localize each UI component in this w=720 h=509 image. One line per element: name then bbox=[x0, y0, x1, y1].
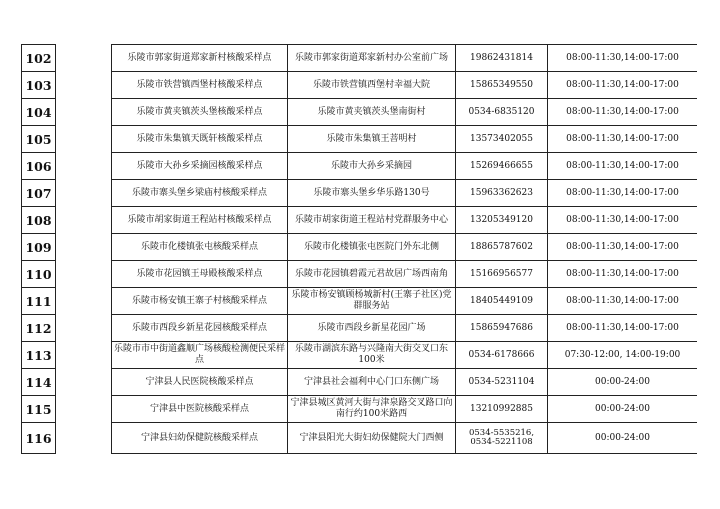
address-cell: 乐陵市化楼镇张屯医院门外东北侧 bbox=[288, 234, 456, 261]
phone-cell: 19862431814 bbox=[456, 45, 548, 72]
hours-cell: 08:00-11:30,14:00-17:00 bbox=[548, 126, 698, 153]
row-number-cell: 102 bbox=[22, 45, 56, 72]
row-number-cell: 116 bbox=[22, 423, 56, 454]
table-row bbox=[22, 126, 698, 153]
table-row bbox=[22, 207, 698, 234]
table-row bbox=[22, 342, 698, 369]
hours-cell: 08:00-11:30,14:00-17:00 bbox=[548, 180, 698, 207]
hours-cell: 00:00-24:00 bbox=[548, 369, 698, 396]
row-number-cell: 106 bbox=[22, 153, 56, 180]
blank-cell bbox=[56, 234, 112, 261]
blank-cell bbox=[56, 315, 112, 342]
hours-cell: 08:00-11:30,14:00-17:00 bbox=[548, 261, 698, 288]
phone-cell: 15865349550 bbox=[456, 72, 548, 99]
site-name-cell: 乐陵市西段乡新星花园核酸采样点 bbox=[112, 315, 288, 342]
site-name-cell: 乐陵市花园镇王母殿核酸采样点 bbox=[112, 261, 288, 288]
table-row bbox=[22, 423, 698, 454]
row-number-cell: 108 bbox=[22, 207, 56, 234]
site-name-cell: 乐陵市化楼镇张屯核酸采样点 bbox=[112, 234, 288, 261]
blank-cell bbox=[56, 180, 112, 207]
table-row bbox=[22, 288, 698, 315]
row-number-cell: 105 bbox=[22, 126, 56, 153]
site-name-cell: 宁津县妇幼保健院核酸采样点 bbox=[112, 423, 288, 454]
row-number-cell: 115 bbox=[22, 396, 56, 423]
table-row bbox=[22, 72, 698, 99]
address-cell: 乐陵市朱集镇王菩明村 bbox=[288, 126, 456, 153]
site-name-cell: 乐陵市寨头堡乡梁庙村核酸采样点 bbox=[112, 180, 288, 207]
phone-cell: 15166956577 bbox=[456, 261, 548, 288]
row-number-cell: 107 bbox=[22, 180, 56, 207]
row-number-cell: 103 bbox=[22, 72, 56, 99]
phone-cell: 13210992885 bbox=[456, 396, 548, 423]
phone-cell: 0534-6835120 bbox=[456, 99, 548, 126]
hours-cell: 08:00-11:30,14:00-17:00 bbox=[548, 72, 698, 99]
row-number-cell: 113 bbox=[22, 342, 56, 369]
blank-cell bbox=[56, 342, 112, 369]
table-row bbox=[22, 99, 698, 126]
hours-cell: 00:00-24:00 bbox=[548, 396, 698, 423]
blank-cell bbox=[56, 45, 112, 72]
blank-cell bbox=[56, 153, 112, 180]
phone-cell: 15865947686 bbox=[456, 315, 548, 342]
blank-cell bbox=[56, 369, 112, 396]
table-body bbox=[22, 45, 698, 454]
phone-cell: 15963362623 bbox=[456, 180, 548, 207]
hours-cell: 08:00-11:30,14:00-17:00 bbox=[548, 153, 698, 180]
site-name-cell: 乐陵市郭家街道郑家新村核酸采样点 bbox=[112, 45, 288, 72]
phone-cell: 18405449109 bbox=[456, 288, 548, 315]
hours-cell: 08:00-11:30,14:00-17:00 bbox=[548, 288, 698, 315]
site-name-cell: 乐陵市黄夹镇茨头堡核酸采样点 bbox=[112, 99, 288, 126]
hours-cell: 00:00-24:00 bbox=[548, 423, 698, 454]
address-cell: 乐陵市花园镇碧霞元君故居广场西南角 bbox=[288, 261, 456, 288]
address-cell: 宁津县社会福利中心门口东侧广场 bbox=[288, 369, 456, 396]
table-row bbox=[22, 153, 698, 180]
phone-cell: 0534-6178666 bbox=[456, 342, 548, 369]
blank-cell bbox=[56, 207, 112, 234]
row-number-cell: 112 bbox=[22, 315, 56, 342]
address-cell: 宁津县阳光大街妇幼保健院大门西侧 bbox=[288, 423, 456, 454]
address-cell: 乐陵市铁营镇西堡村幸福大院 bbox=[288, 72, 456, 99]
row-number-cell: 111 bbox=[22, 288, 56, 315]
address-cell: 乐陵市湖滨东路与兴隆南大街交叉口东100米 bbox=[288, 342, 456, 369]
site-name-cell: 乐陵市大孙乡采摘园核酸采样点 bbox=[112, 153, 288, 180]
address-cell: 乐陵市大孙乡采摘园 bbox=[288, 153, 456, 180]
row-number-cell: 109 bbox=[22, 234, 56, 261]
hours-cell: 08:00-11:30,14:00-17:00 bbox=[548, 45, 698, 72]
site-name-cell: 宁津县中医院核酸采样点 bbox=[112, 396, 288, 423]
phone-cell: 13573402055 bbox=[456, 126, 548, 153]
table-row bbox=[22, 45, 698, 72]
site-name-cell: 乐陵市朱集镇天既轩核酸采样点 bbox=[112, 126, 288, 153]
site-name-cell: 乐陵市胡家街道王程站村核酸采样点 bbox=[112, 207, 288, 234]
site-name-cell: 宁津县人民医院核酸采样点 bbox=[112, 369, 288, 396]
phone-cell: 18865787602 bbox=[456, 234, 548, 261]
address-cell: 乐陵市杨安镇顾杨城新村(王寨子社区)党群服务站 bbox=[288, 288, 456, 315]
hours-cell: 08:00-11:30,14:00-17:00 bbox=[548, 234, 698, 261]
table-row bbox=[22, 369, 698, 396]
address-cell: 乐陵市寨头堡乡华乐路130号 bbox=[288, 180, 456, 207]
blank-cell bbox=[56, 396, 112, 423]
row-number-cell: 110 bbox=[22, 261, 56, 288]
phone-cell: 15269466655 bbox=[456, 153, 548, 180]
row-number-cell: 114 bbox=[22, 369, 56, 396]
address-cell: 乐陵市黄夹镇茨头堡南街村 bbox=[288, 99, 456, 126]
table-row bbox=[22, 261, 698, 288]
row-number-cell: 104 bbox=[22, 99, 56, 126]
site-name-cell: 乐陵市市中街道鑫顺广场核酸检测便民采样点 bbox=[112, 342, 288, 369]
address-cell: 宁津县城区黄河大街与津泉路交叉路口向南行约100米路西 bbox=[288, 396, 456, 423]
site-name-cell: 乐陵市杨安镇王寨子村核酸采样点 bbox=[112, 288, 288, 315]
phone-cell: 0534-5231104 bbox=[456, 369, 548, 396]
address-cell: 乐陵市胡家街道王程站村党群服务中心 bbox=[288, 207, 456, 234]
blank-cell bbox=[56, 423, 112, 454]
hours-cell: 08:00-11:30,14:00-17:00 bbox=[548, 315, 698, 342]
table-row bbox=[22, 315, 698, 342]
address-cell: 乐陵市西段乡新星花园广场 bbox=[288, 315, 456, 342]
hours-cell: 08:00-11:30,14:00-17:00 bbox=[548, 207, 698, 234]
phone-cell: 13205349120 bbox=[456, 207, 548, 234]
blank-cell bbox=[56, 72, 112, 99]
table bbox=[21, 44, 697, 454]
site-name-cell: 乐陵市铁营镇西堡村核酸采样点 bbox=[112, 72, 288, 99]
phone-cell: 0534-5535216, 0534-5221108 bbox=[456, 423, 548, 454]
blank-cell bbox=[56, 288, 112, 315]
hours-cell: 08:00-11:30,14:00-17:00 bbox=[548, 99, 698, 126]
table-row bbox=[22, 180, 698, 207]
table-row bbox=[22, 396, 698, 423]
table-row bbox=[22, 234, 698, 261]
hours-cell: 07:30-12:00, 14:00-19:00 bbox=[548, 342, 698, 369]
blank-cell bbox=[56, 126, 112, 153]
address-cell: 乐陵市郭家街道郑家新村办公室前广场 bbox=[288, 45, 456, 72]
blank-cell bbox=[56, 261, 112, 288]
sampling-sites-table bbox=[21, 44, 697, 462]
blank-cell bbox=[56, 99, 112, 126]
